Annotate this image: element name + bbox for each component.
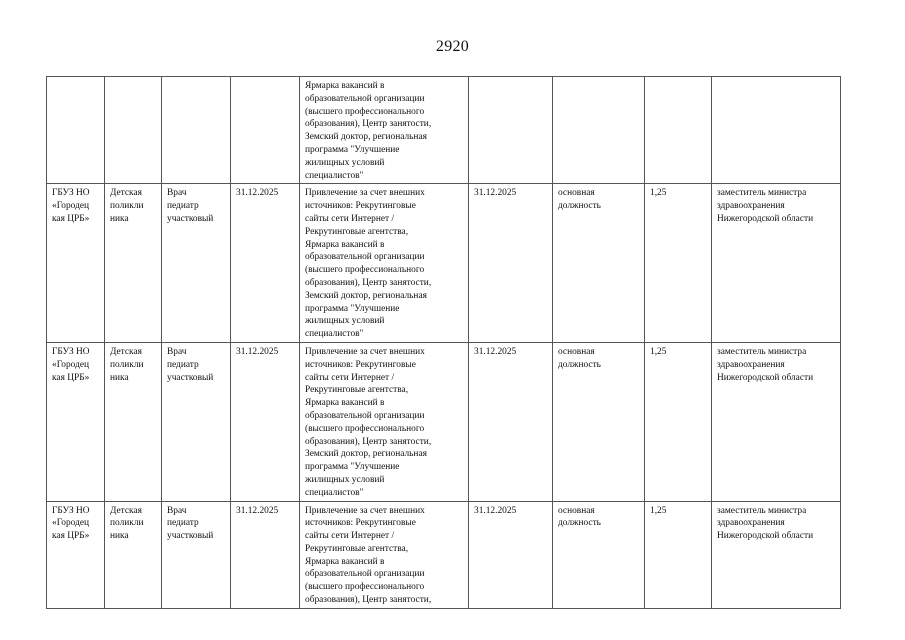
- cell-organization: [47, 77, 105, 184]
- cell-rate: [645, 77, 712, 184]
- cell-date: 31.12.2025: [231, 501, 300, 608]
- cell-rate: 1,25: [645, 342, 712, 501]
- cell-organization: ГБУЗ НО «Городец кая ЦРБ»: [47, 184, 105, 343]
- staffing-table: [46, 76, 841, 609]
- cell-position: Врач педиатр участковый: [162, 501, 231, 608]
- cell-unit: [105, 77, 162, 184]
- cell-organization: ГБУЗ НО «Городец кая ЦРБ»: [47, 342, 105, 501]
- cell-position-type: [553, 77, 645, 184]
- cell-position-type: основная должность: [553, 342, 645, 501]
- cell-position-type: основная должность: [553, 501, 645, 608]
- cell-deadline: 31.12.2025: [469, 184, 553, 343]
- cell-rate: 1,25: [645, 184, 712, 343]
- table-row: [47, 184, 841, 343]
- table-row: [47, 342, 841, 501]
- cell-date: [231, 77, 300, 184]
- cell-sources: Привлечение за счет внешних источников: Рекрутинговые сайты сети Интернет / Рекрутинговые агентства, Ярмарка вакансий в образовательной организации (высшего профессионального образования), Центр занятости, Земский доктор, региональная программа "Улучшение жилищных условий специалистов": [300, 184, 469, 343]
- cell-organization: ГБУЗ НО «Городец кая ЦРБ»: [47, 501, 105, 608]
- cell-deadline: 31.12.2025: [469, 501, 553, 608]
- table-row: [47, 77, 841, 184]
- cell-position: Врач педиатр участковый: [162, 184, 231, 343]
- cell-sources: Ярмарка вакансий в образовательной организации (высшего профессионального образования), Центр занятости, Земский доктор, региональная программа "Улучшение жилищных условий специалистов": [300, 77, 469, 184]
- cell-responsible: заместитель министра здравоохранения Нижегородской области: [712, 501, 841, 608]
- cell-position-type: основная должность: [553, 184, 645, 343]
- table-row: [47, 501, 841, 608]
- page-number: 2920: [435, 38, 470, 55]
- cell-deadline: [469, 77, 553, 184]
- cell-sources: Привлечение за счет внешних источников: Рекрутинговые сайты сети Интернет / Рекрутинговые агентства, Ярмарка вакансий в образовательной организации (высшего профессионального образования), Центр занятости,: [300, 501, 469, 608]
- cell-rate: 1,25: [645, 501, 712, 608]
- cell-position: [162, 77, 231, 184]
- cell-unit: Детская поликли ника: [105, 342, 162, 501]
- cell-responsible: [712, 77, 841, 184]
- cell-sources: Привлечение за счет внешних источников: Рекрутинговые сайты сети Интернет / Рекрутинговые агентства, Ярмарка вакансий в образовательной организации (высшего профессионального образования), Центр занятости, Земский доктор, региональная программа "Улучшение жилищных условий специалистов": [300, 342, 469, 501]
- cell-unit: Детская поликли ника: [105, 501, 162, 608]
- cell-date: 31.12.2025: [231, 342, 300, 501]
- cell-position: Врач педиатр участковый: [162, 342, 231, 501]
- cell-unit: Детская поликли ника: [105, 184, 162, 343]
- cell-deadline: 31.12.2025: [469, 342, 553, 501]
- cell-responsible: заместитель министра здравоохранения Нижегородской области: [712, 184, 841, 343]
- cell-date: 31.12.2025: [231, 184, 300, 343]
- cell-responsible: заместитель министра здравоохранения Нижегородской области: [712, 342, 841, 501]
